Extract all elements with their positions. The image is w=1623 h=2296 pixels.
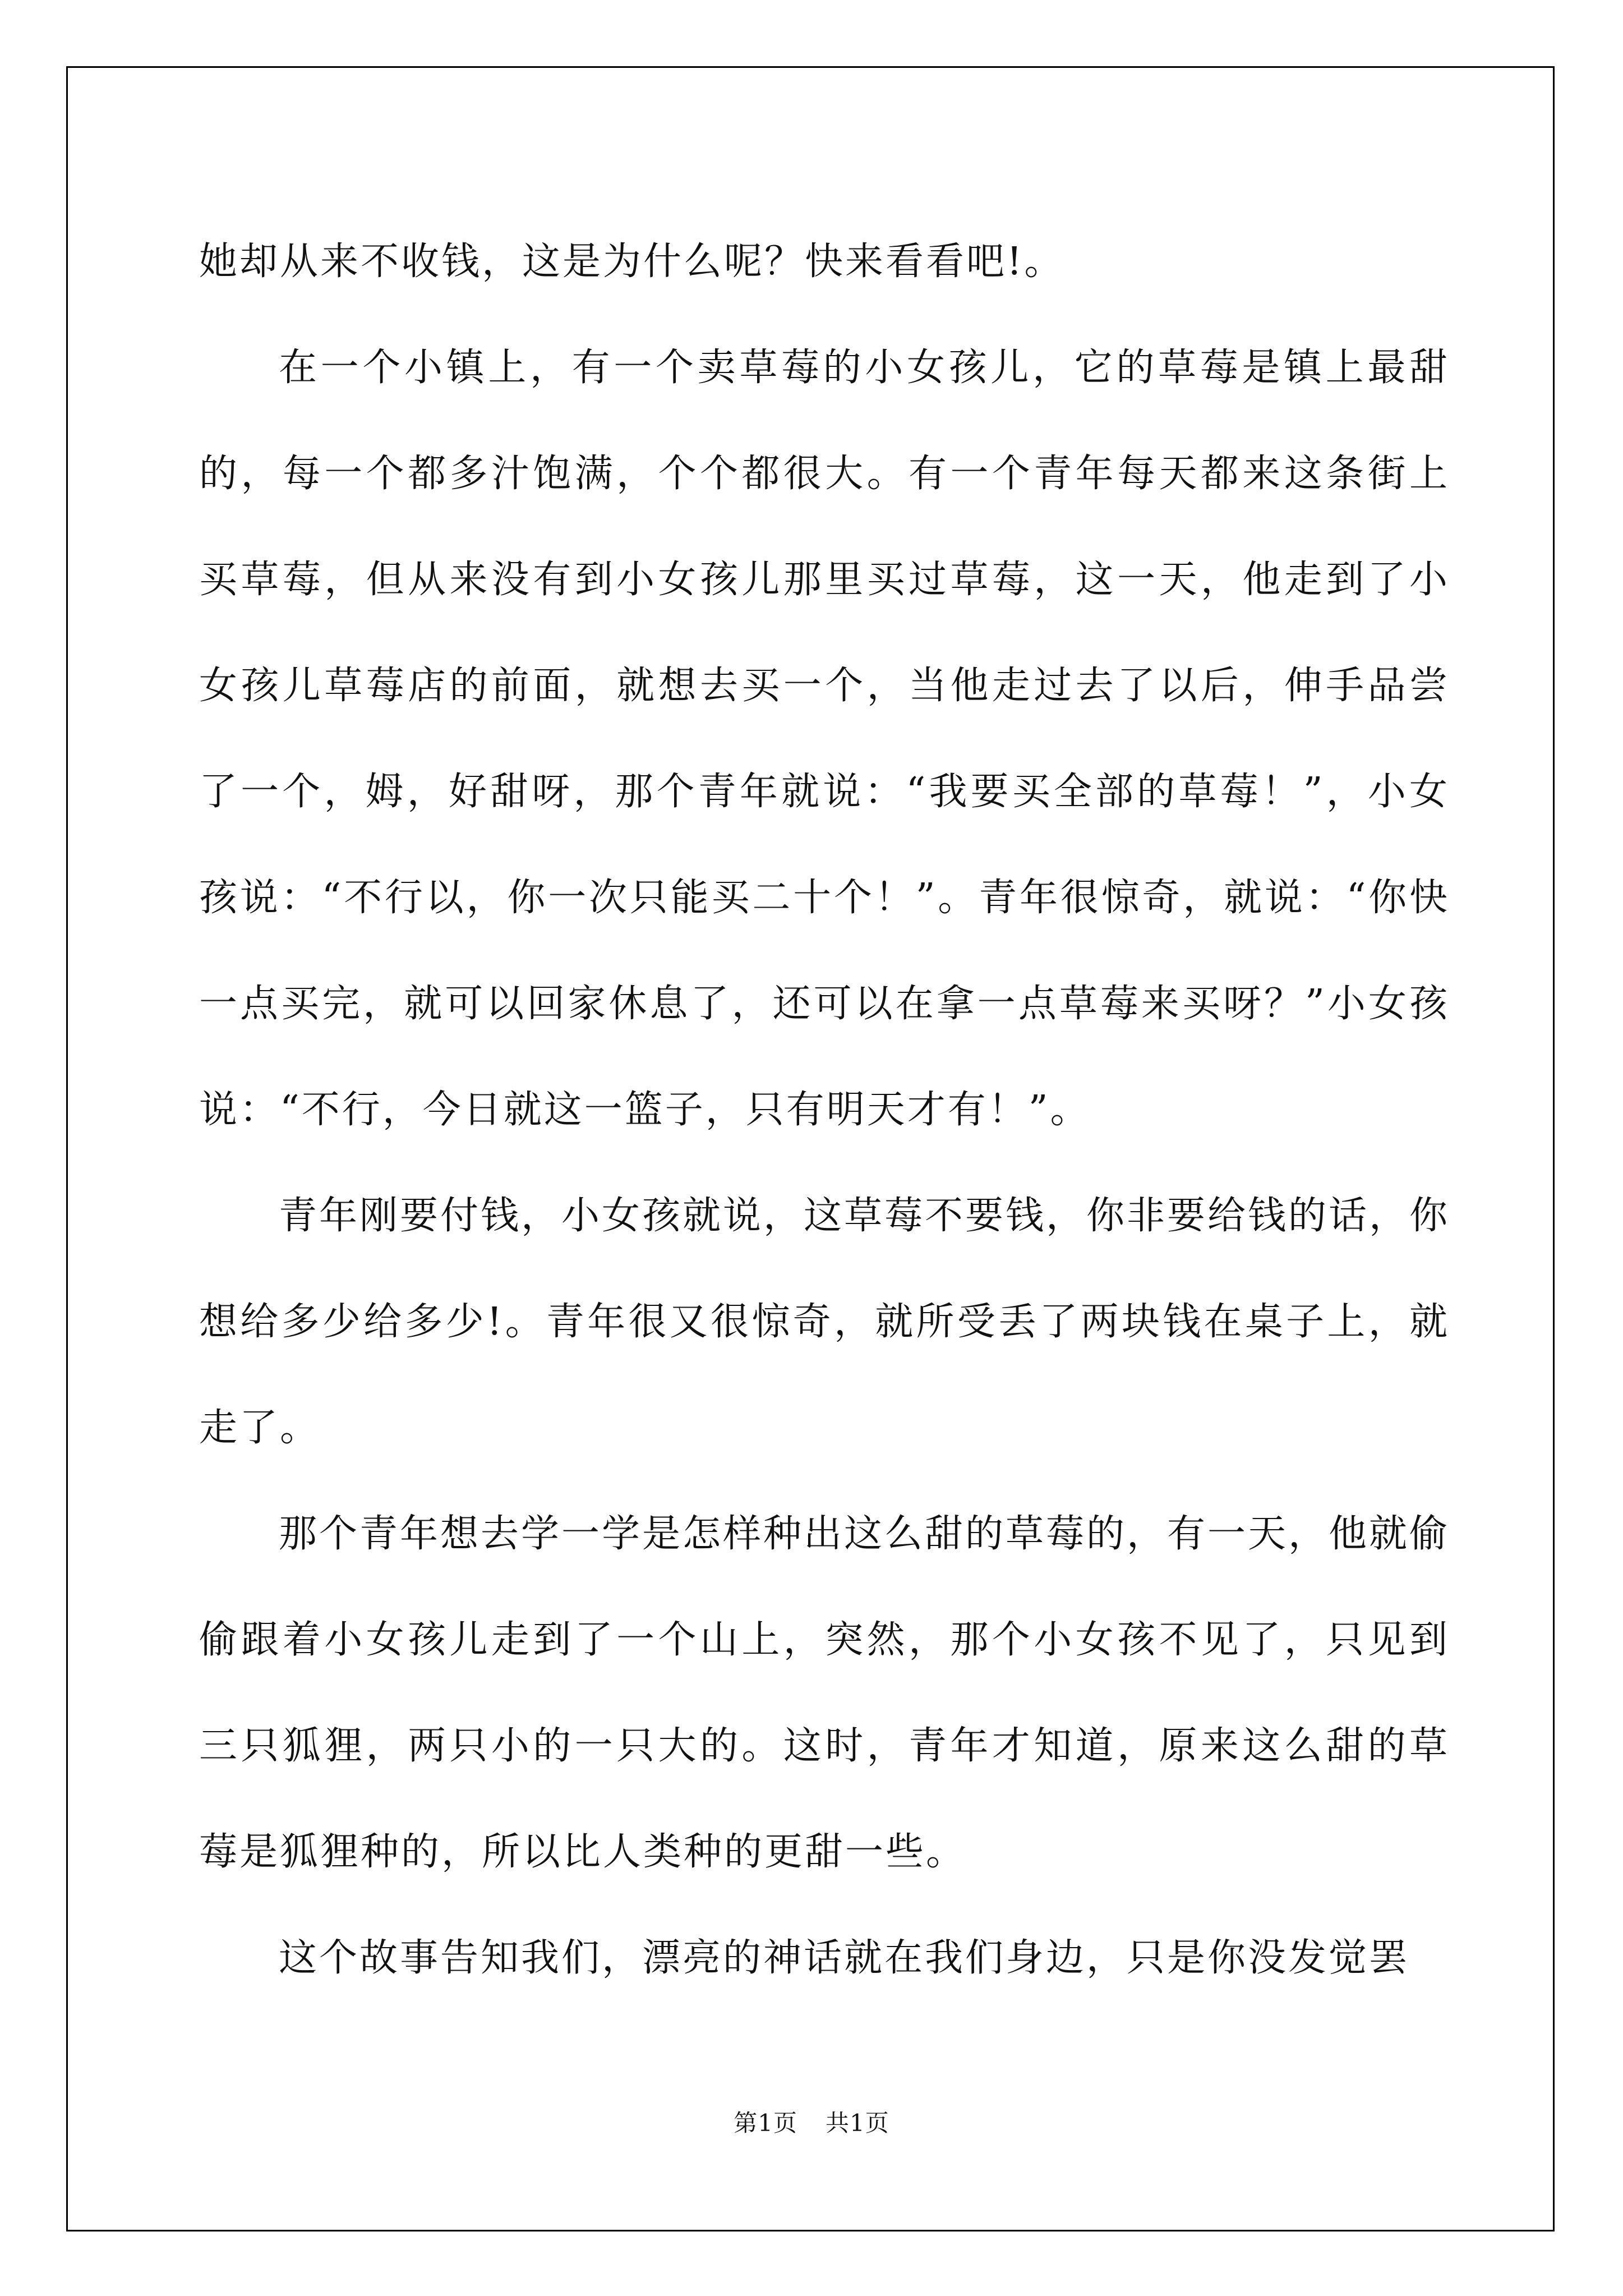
- paragraph-1: 她却从来不收钱，这是为什么呢？快来看看吧!。: [199, 240, 1065, 284]
- page-footer: [0, 2105, 1623, 2138]
- paragraph-5: 这个故事告知我们，漂亮的神话就在我们身边，只是你没发觉罢: [279, 1936, 1410, 1980]
- paragraph-2: 在一个小镇上，有一个卖草莓的小女孩儿，它的草莓是镇上最甜的，每一个都多汁饱满，个个都很大。有一个青年每天都来这条街上买草莓，但从来没有到小女孩儿那里买过草莓，这一天，他走到了小女孩儿草莓店的前面，就想去买一个，当他走过去了以后，伸手品尝了一个，姆，好甜呀，那个青年就说：“我要买全部的草莓！”，小女孩说：“不行以，你一次只能买二十个！”。青年很惊奇，就说：“你快一点买完，就可以回家休息了，还可以在拿一点草莓来买呀？”小女孩说：“不行，今日就这一篮子，只有明天才有！”。: [199, 346, 1450, 1132]
- paragraph-3: 青年刚要付钱，小女孩就说，这草莓不要钱，你非要给钱的话，你想给多少给多少!。青年很又很惊奇，就所受丢了两块钱在桌子上，就走了。: [199, 1194, 1450, 1450]
- paragraph-4: 那个青年想去学一学是怎样种出这么甜的草莓的，有一天，他就偷偷跟着小女孩儿走到了一个山上，突然，那个小女孩不见了，只见到三只狐狸，两只小的一只大的。这时，青年才知道，原来这么甜的草莓是狐狸种的，所以比人类种的更甜一些。: [199, 1512, 1450, 1874]
- document-body: [199, 209, 1450, 2011]
- page-number: 第1页: [734, 2109, 797, 2137]
- page-total: 共1页: [826, 2109, 889, 2137]
